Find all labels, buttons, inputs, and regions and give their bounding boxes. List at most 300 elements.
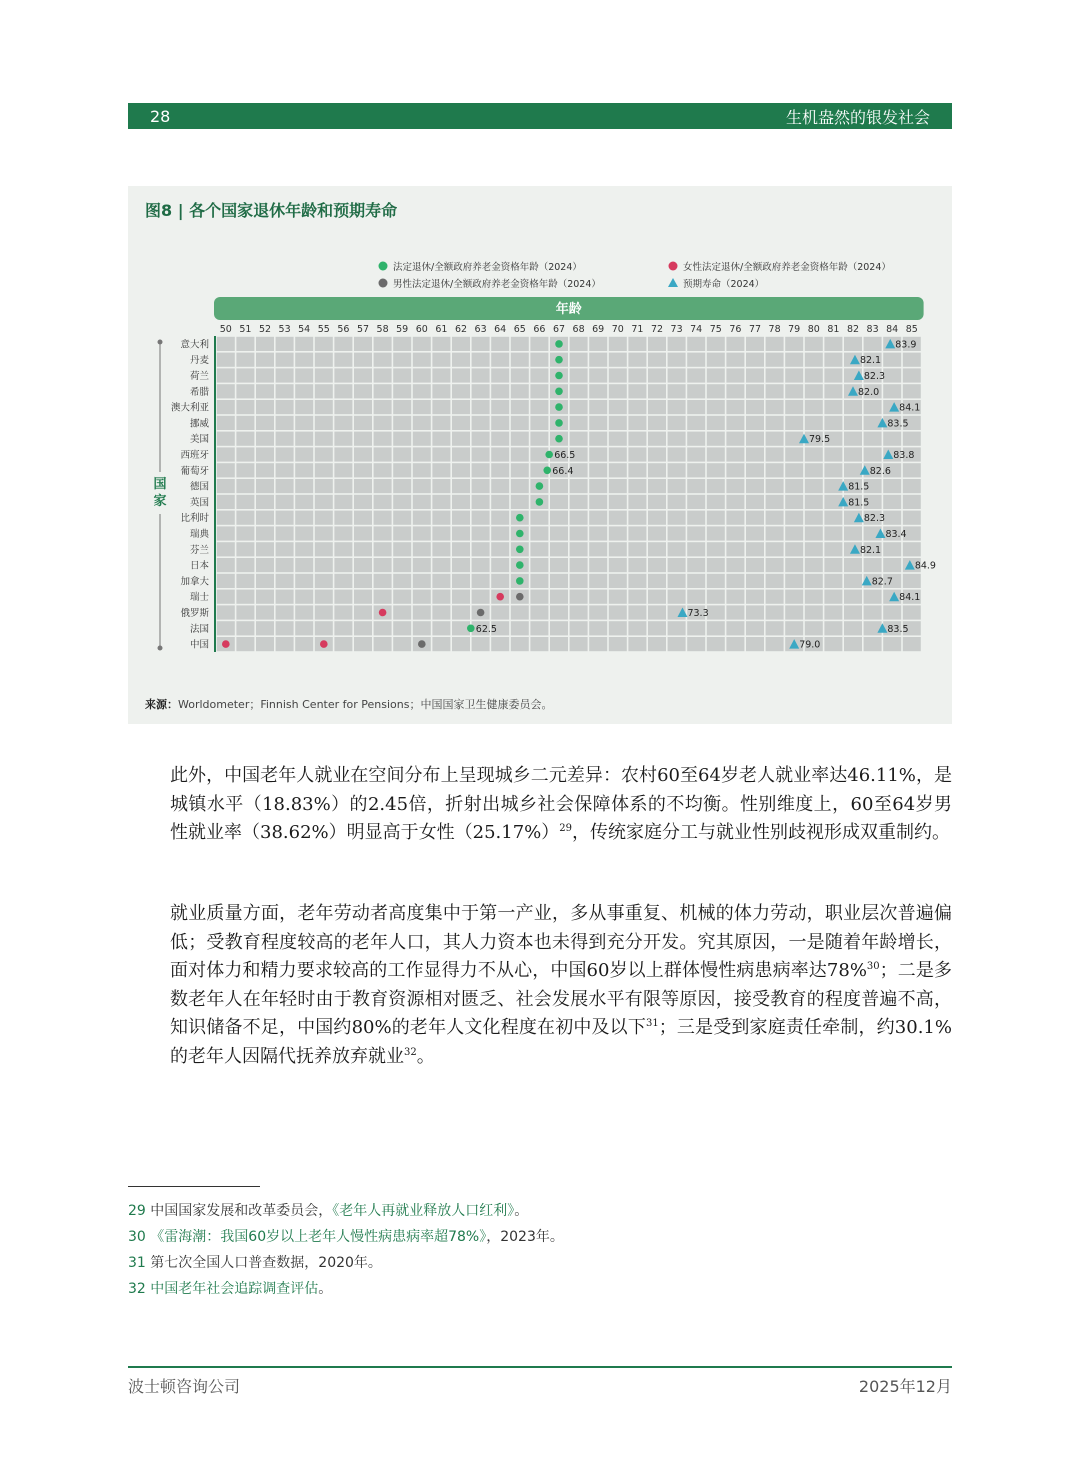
grid-cell [256,479,274,493]
grid-cell [217,479,235,493]
footnote-ref-32[interactable]: 32 [404,1046,417,1058]
life-expectancy-label: 82.7 [871,576,893,588]
statutory-age-point [516,530,524,538]
grid-cell [432,368,450,382]
grid-cell [256,542,274,556]
grid-cell [883,542,901,556]
grid-cell [707,479,725,493]
grid-cell [511,495,529,509]
footer-divider [128,1366,952,1368]
grid-cell [785,337,803,351]
grid-cell [472,432,490,446]
statutory-age-point [555,388,563,396]
grid-cell [903,368,921,382]
grid-cell [824,574,842,588]
grid-cell [295,337,313,351]
grid-cell [668,495,686,509]
life-expectancy-label: 81.5 [848,497,870,509]
grid-cell [472,590,490,604]
grid-cell [413,447,431,461]
grid-cell [668,511,686,525]
grid-cell [609,542,627,556]
grid-cell [511,621,529,635]
grid-cell [726,353,744,367]
grid-cell [746,337,764,351]
grid-cell [687,416,705,430]
grid-cell [766,590,784,604]
grid-cell [452,495,470,509]
x-tick-label: 80 [807,324,820,335]
grid-cell [256,447,274,461]
grid-cell [550,590,568,604]
statutory-age-point [536,482,544,490]
grid-cell [236,479,254,493]
grid-cell [707,590,725,604]
grid-cell [295,353,313,367]
grid-cell [432,574,450,588]
grid-cell [903,637,921,651]
grid-cell [530,558,548,572]
grid-cell [746,511,764,525]
grid-cell [236,400,254,414]
grid-cell [334,432,352,446]
grid-cell [276,479,294,493]
grid-cell [432,479,450,493]
grid-cell [785,432,803,446]
grid-cell [687,558,705,572]
grid-cell [864,447,882,461]
grid-cell [844,621,862,635]
grid-cell [315,479,333,493]
life-expectancy-label: 84.1 [899,402,921,414]
grid-cell [315,384,333,398]
grid-cell [609,526,627,540]
grid-cell [707,432,725,446]
grid-cell [687,384,705,398]
grid-cell [491,542,509,556]
grid-cell [589,574,607,588]
grid-cell [864,637,882,651]
grid-cell [687,400,705,414]
grid-cell [805,605,823,619]
grid-cell [413,416,431,430]
grid-cell [374,590,392,604]
grid-cell [315,432,333,446]
grid-cell [236,416,254,430]
grid-cell [315,574,333,588]
grid-cell [707,605,725,619]
grid-cell [903,605,921,619]
grid-cell [609,337,627,351]
grid-cell [648,432,666,446]
grid-cell [746,605,764,619]
grid-cell [589,447,607,461]
grid-cell [550,542,568,556]
grid-cell [452,432,470,446]
country-label: 比利时 [180,513,209,525]
country-label: 中国 [189,639,209,651]
grid-cell [393,447,411,461]
grid-cell [236,574,254,588]
grid-cell [354,574,372,588]
footnote-link[interactable]: 《雷海潮：我国60岁以上老年人慢性病患病率超78%》 [150,1229,487,1245]
grid-cell [374,511,392,525]
grid-cell [844,574,862,588]
grid-cell [393,526,411,540]
grid-cell [413,590,431,604]
legend-marker-statutory [379,262,388,271]
life-expectancy-label: 83.8 [893,450,915,461]
x-tick-label: 79 [788,324,801,335]
grid-cell [530,337,548,351]
grid-cell [374,463,392,477]
grid-cell [746,400,764,414]
grid-cell [354,542,372,556]
grid-cell [393,353,411,367]
grid-cell [374,337,392,351]
grid-cell [785,384,803,398]
grid-cell [687,432,705,446]
grid-cell [687,337,705,351]
grid-cell [354,637,372,651]
grid-cell [903,479,921,493]
grid-cell [217,447,235,461]
grid-cell [766,558,784,572]
grid-cell [844,605,862,619]
country-label: 英国 [189,497,209,509]
statutory-age-point [555,419,563,427]
grid-cell [315,495,333,509]
grid-cell [805,574,823,588]
x-tick-label: 70 [611,324,624,335]
grid-cell [491,368,509,382]
grid-cell [530,542,548,556]
country-label: 俄罗斯 [180,608,209,619]
female-age-point [496,593,504,601]
grid-cell [805,590,823,604]
grid-cell [668,479,686,493]
grid-cell [864,337,882,351]
grid-cell [256,526,274,540]
grid-cell [805,353,823,367]
grid-cell [707,526,725,540]
grid-cell [805,416,823,430]
x-tick-label: 60 [415,324,428,335]
grid-cell [295,384,313,398]
grid-cell [413,621,431,635]
grid-cell [785,542,803,556]
grid-cell [628,447,646,461]
grid-cell [491,511,509,525]
page-header [128,103,952,129]
grid-cell [785,605,803,619]
grid-cell [726,558,744,572]
grid-cell [726,511,744,525]
grid-cell [824,558,842,572]
statutory-age-point [536,498,544,506]
footnote-link[interactable]: 《老年人再就业释放人口红利》 [332,1203,515,1219]
grid-cell [687,463,705,477]
grid-cell [648,400,666,414]
grid-cell [472,447,490,461]
grid-cell [805,384,823,398]
grid-cell [668,368,686,382]
grid-cell [511,479,529,493]
grid-cell [785,400,803,414]
grid-cell [491,479,509,493]
grid-cell [648,511,666,525]
grid-cell [530,368,548,382]
grid-cell [295,590,313,604]
grid-cell [393,574,411,588]
footnote-ref-31[interactable]: 31 [646,1018,659,1029]
grid-cell [334,558,352,572]
grid-cell [903,542,921,556]
grid-cell [530,574,548,588]
footnote-link[interactable]: 中国老年社会追踪调查评估 [150,1281,319,1297]
statutory-age-point [516,546,524,554]
grid-cell [570,337,588,351]
grid-cell [570,558,588,572]
grid-cell [472,384,490,398]
figure-source [145,696,552,712]
grid-cell [668,447,686,461]
statutory-age-point [516,577,524,585]
grid-cell [452,416,470,430]
grid-cell [334,416,352,430]
footnotes [128,1198,948,1302]
grid-cell [217,511,235,525]
grid-cell [570,621,588,635]
grid-cell [452,605,470,619]
grid-cell [609,574,627,588]
x-tick-label: 66 [533,324,546,335]
grid-cell [374,368,392,382]
grid-cell [687,526,705,540]
grid-cell [726,542,744,556]
grid-cell [354,463,372,477]
grid-cell [276,337,294,351]
male-age-point [477,609,485,617]
grid-cell [217,621,235,635]
grid-cell [726,432,744,446]
grid-cell [766,416,784,430]
grid-cell [491,400,509,414]
grid-cell [609,463,627,477]
country-label: 加拿大 [180,576,209,588]
x-tick-label: 81 [827,324,840,335]
grid-cell [393,479,411,493]
grid-cell [805,511,823,525]
life-expectancy-label: 84.1 [899,592,921,604]
grid-cell [452,479,470,493]
grid-cell [374,447,392,461]
grid-cell [766,368,784,382]
grid-cell [824,384,842,398]
x-axis-title: 年龄 [555,302,582,317]
grid-cell [883,495,901,509]
x-tick-label: 56 [337,324,350,335]
legend-label-statutory: 法定退休/全额政府养老金资格年龄（2024） [393,262,582,273]
statutory-age-point [516,514,524,522]
life-expectancy-label: 79.5 [809,434,831,446]
grid-cell [315,526,333,540]
grid-cell [550,621,568,635]
grid-cell [511,400,529,414]
grid-cell [864,558,882,572]
grid-cell [256,432,274,446]
footnote-ref-30[interactable]: 30 [866,961,880,972]
grid-cell [824,621,842,635]
grid-cell [491,558,509,572]
grid-cell [276,621,294,635]
grid-cell [824,605,842,619]
grid-cell [648,526,666,540]
grid-cell [236,526,254,540]
grid-cell [609,637,627,651]
grid-cell [550,495,568,509]
grid-cell [824,416,842,430]
grid-cell [589,463,607,477]
grid-cell [354,511,372,525]
grid-cell [393,511,411,525]
female-age-point [379,609,387,617]
y-bracket-bottom-dot [158,646,163,651]
footnote-ref-29[interactable]: 29 [559,823,573,834]
grid-cell [883,558,901,572]
x-tick-label: 67 [552,324,566,335]
grid-cell [628,368,646,382]
grid-cell [707,463,725,477]
country-label: 荷兰 [189,371,209,382]
grid-cell [687,574,705,588]
grid-cell [844,447,862,461]
grid-cell [589,621,607,635]
grid-cell [295,432,313,446]
grid-cell [903,495,921,509]
life-expectancy-label: 79.0 [799,639,821,651]
grid-cell [295,621,313,635]
grid-cell [432,526,450,540]
grid-cell [530,353,548,367]
grid-cell [589,605,607,619]
grid-cell [609,432,627,446]
grid-cell [707,353,725,367]
grid-cell [432,621,450,635]
grid-cell [276,353,294,367]
grid-cell [628,637,646,651]
grid-cell [746,368,764,382]
grid-cell [472,337,490,351]
grid-cell [452,400,470,414]
statutory-age-point [545,451,553,459]
grid-cell [413,495,431,509]
life-expectancy-label: 81.5 [848,481,870,493]
grid-cell [413,432,431,446]
male-age-point [418,640,426,648]
grid-cell [707,558,725,572]
grid-cell [628,416,646,430]
grid-cell [726,526,744,540]
x-tick-label: 71 [631,324,644,335]
grid-cell [844,416,862,430]
grid-cell [824,463,842,477]
grid-cell [236,605,254,619]
grid-cell [295,526,313,540]
grid-cell [295,542,313,556]
grid-cell [491,463,509,477]
statutory-age-label: 66.4 [552,465,574,477]
grid-cell [276,432,294,446]
x-tick-label: 59 [396,324,409,335]
grid-cell [276,511,294,525]
grid-cell [413,511,431,525]
grid-cell [687,479,705,493]
grid-cell [236,337,254,351]
grid-cell [276,590,294,604]
footnote-num: 30 [128,1229,146,1245]
grid-cell [824,637,842,651]
grid-cell [687,447,705,461]
grid-cell [648,337,666,351]
grid-cell [883,637,901,651]
statutory-age-point [543,467,551,475]
grid-cell [844,463,862,477]
grid-cell [589,368,607,382]
grid-cell [315,590,333,604]
grid-cell [393,384,411,398]
grid-cell [334,400,352,414]
grid-cell [824,542,842,556]
grid-cell [432,605,450,619]
grid-cell [374,558,392,572]
grid-cell [687,511,705,525]
grid-cell [746,621,764,635]
grid-cell [393,558,411,572]
grid-cell [844,590,862,604]
x-tick-label: 58 [376,324,389,335]
grid-cell [472,511,490,525]
grid-cell [374,479,392,493]
grid-cell [217,463,235,477]
grid-cell [570,495,588,509]
grid-cell [883,605,901,619]
grid-cell [295,416,313,430]
grid-cell [276,495,294,509]
grid-cell [570,590,588,604]
grid-cell [609,353,627,367]
grid-cell [707,447,725,461]
grid-cell [805,526,823,540]
footnote-text: 第七次全国人口普查数据，2020年。 [150,1255,382,1271]
p2-text-d: 。 [416,1045,435,1067]
grid-cell [550,526,568,540]
grid-cell [766,400,784,414]
grid-cell [393,432,411,446]
grid-cell [530,526,548,540]
grid-cell [864,621,882,635]
grid-cell [628,384,646,398]
grid-cell [295,605,313,619]
grid-cell [413,479,431,493]
grid-cell [766,495,784,509]
source-label: 来源： [145,698,178,711]
grid-cell [648,574,666,588]
grid-cell [805,463,823,477]
grid-cell [530,511,548,525]
grid-cell [824,511,842,525]
grid-cell [452,558,470,572]
